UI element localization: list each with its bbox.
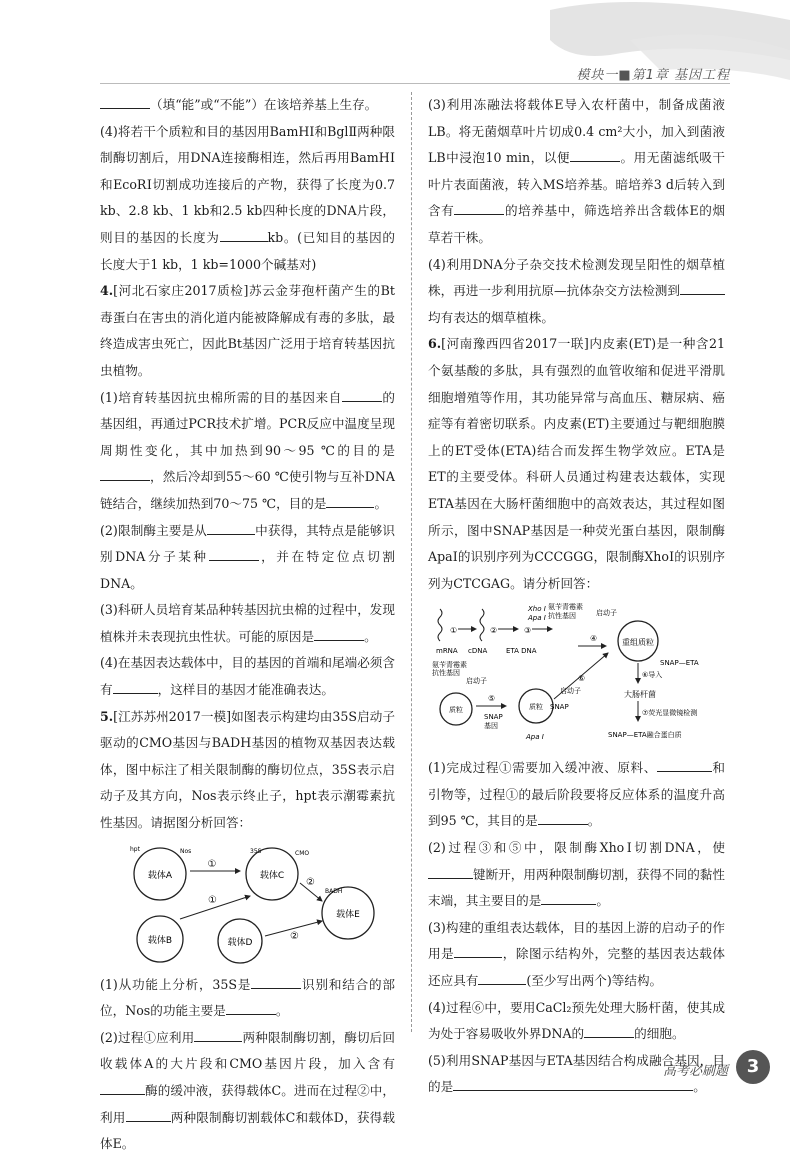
answer-blank[interactable] (680, 280, 725, 295)
vector-a-label: 载体A (147, 870, 173, 881)
cdna-label: cDNA (468, 647, 488, 656)
step-2b-label: ② (290, 930, 299, 942)
step-1-label: ① (207, 858, 217, 870)
answer-blank[interactable] (100, 466, 150, 481)
snap-eta-label: SNAP—ETA (660, 659, 699, 668)
answer-blank[interactable] (126, 1107, 171, 1122)
plasmid-label: 质粒 (449, 706, 463, 715)
step-2-label: ② (306, 876, 315, 888)
mrna-label: mRNA (436, 647, 458, 656)
footer-brand: 高考必刷题 (662, 1064, 728, 1079)
step-6-label: ⑥ (578, 674, 586, 684)
snap-right-label: SNAP (550, 703, 569, 712)
q6-4: (4)过程⑥中，要用CaCl₂预先处理大肠杆菌，使其成为处于容易吸收外界DNA的 的细胞。 (428, 999, 725, 1042)
answer-blank[interactable] (100, 94, 150, 109)
answer-blank[interactable] (220, 227, 268, 242)
answer-blank[interactable] (194, 1027, 242, 1042)
answer-blank[interactable] (453, 1076, 693, 1091)
q5-4: (4)利用DNA分子杂交技术检测发现呈阳性的烟草植株，再进一步利用抗原—抗体杂交方法检测到均有表达的烟草植株。 (428, 256, 725, 325)
q6-5: (5)利用SNAP基因与ETA基因结合构成融合基因，目的是 。 (428, 1052, 725, 1095)
left-column (100, 92, 395, 1158)
amp-label-1: 氨苄青霉素 (548, 603, 583, 612)
xho-sequence: CTCGAG (453, 575, 511, 591)
question-5: 5.[江苏苏州2017一模]如图表示构建均由35S启动子驱动的CMO基因与BADH基因的植物双基因表达载体，图中标注了相关限制酶的酶切位点，35S表示启动子及其方向，Nos表示终止子，hpt表示潮霉素抗性基因。请据图分析回答： (100, 708, 395, 831)
answer-blank[interactable] (657, 757, 712, 772)
question-4: 4.[河北石家庄2017质检]苏云金芽孢杆菌产生的Bt毒蛋白在害虫的消化道内能被降解成有毒的多肽，最终造成害虫死亡，因此Bt基因广泛用于培育转基因抗虫植物。 (100, 283, 395, 378)
page-header: 模块一■第1章 基因工程 (576, 68, 730, 83)
q4-2: (2)限制酶主要是从 中获得，其特点是能够识别DNA分子某种 ，并在特定位点切割DNA。 (100, 518, 395, 598)
badh-label: BADH (325, 887, 343, 895)
amp-left-2: 抗性基因 (432, 669, 460, 678)
step-4-label: ④ (590, 634, 598, 644)
snap-label: SNAP (484, 713, 503, 722)
answer-blank[interactable] (454, 200, 504, 215)
cmo-label: CMO (295, 849, 310, 857)
q4-4: (4)在基因表达载体中，目的基因的首端和尾端必须含有 ，这样目的基因才能准确表达。 (100, 655, 395, 698)
answer-blank[interactable] (113, 679, 158, 694)
amp-label-2: 抗性基因 (548, 612, 576, 621)
xho-top-label: Xho Ⅰ (528, 605, 546, 614)
header-rule (100, 83, 730, 84)
answer-blank[interactable] (454, 943, 502, 958)
page-number-badge: 3 (736, 1050, 770, 1084)
fluorescence-label: ⑦荧光显微镜检测 (642, 709, 698, 718)
import-label: ⑥导入 (642, 671, 663, 680)
eta-dna-label: ETA DNA (506, 647, 537, 656)
answer-blank[interactable] (100, 1080, 145, 1095)
apa-bottom-label: Apa Ⅰ (526, 733, 544, 742)
answer-blank[interactable] (326, 493, 374, 508)
q6-2: (2)过程③和⑤中，限制酶XhoⅠ切割DNA，使键断开，用两种限制酶切割，获得不同的黏性末端，其主要目的是 。 (428, 840, 725, 909)
answer-blank[interactable] (584, 1023, 634, 1038)
answer-blank[interactable] (428, 864, 473, 879)
question-6: 6.[河南豫西四省2017一联]内皮素(ET)是一种含21个氨基酸的多肽，具有强烈的血管收缩和促进平滑肌细胞增殖等作用，其功能异常与高血压、糖尿病、癌症等有着密切联系。内皮素(ET)主要通过与靶细胞膜上的ET受体(ETA)结合而发挥生物学效应。ETA是ET的主要受体。科研人员通过构建表达载体，实现ETA基因在大肠杆菌细胞中的高效表达，其过程如图所示，图中SNAP基因是一种荧光蛋白基因，限制酶ApaⅠ的识别序列为CCCGGG，限制酶XhoⅠ的识别序列为CTCGAG。请分析回答： (428, 336, 725, 591)
vector-c-label: 载体C (259, 870, 285, 881)
answer-blank[interactable] (251, 974, 301, 989)
q6-1: (1)完成过程①需要加入缓冲液、原料、 和引物等，过程①的最后阶段要将反应体系的温度升高到95 ℃，其目的是 。 (428, 755, 725, 835)
q5-2: (2)过程①应利用 两种限制酶切割，酶切后回收载体A的大片段和CMO基因片段，加入含有酶的缓冲液，获得载体C。进而在过程②中，利用 两种限制酶切割载体C和载体D，获得载体E。 (100, 1025, 395, 1158)
column-divider (411, 92, 412, 1032)
expression-vector-diagram (428, 601, 725, 749)
q6-3: (3)构建的重组表达载体，目的基因上游的启动子的作用是 ，除图示结构外，完整的基因表达载体还应具有 (至少写出两个)等结构。 (428, 919, 726, 989)
apa-top-label: Apa Ⅰ (528, 614, 546, 623)
answer-blank[interactable] (538, 810, 588, 825)
apa-sequence: CCCGGG (534, 549, 594, 565)
q4-1: (1)培育转基因抗虫棉所需的目的基因来自 的基因组，再通过PCR技术扩增。PCR反应中温度呈现周期性变化，其中加热到90～95 ℃的目的是，然后冷却到55～60 ℃使引物与互补DNA链结合，继续加热到70～75 ℃，目的是 。 (100, 385, 395, 518)
step-3-label: ③ (524, 626, 532, 636)
hpt-label: hpt (130, 845, 140, 853)
gene-label: 基因 (484, 722, 498, 731)
fusion-protein-label: SNAP—ETA融合蛋白质 (608, 731, 682, 740)
answer-blank[interactable] (570, 147, 620, 162)
answer-blank[interactable] (209, 546, 259, 561)
step-5-label: ⑤ (488, 694, 496, 704)
vector-e-label: 载体E (336, 909, 360, 920)
answer-blank[interactable] (478, 970, 526, 985)
plasmid-2-label: 质粒 (529, 703, 543, 712)
answer-blank[interactable] (342, 387, 382, 402)
step-1-label: ① (450, 626, 458, 636)
q3-4: (4)将若干个质粒和目的基因用BamHⅠ和BglⅡ两种限制酶切割后，用DNA连接酶相连，然后再用BamHⅠ和EcoRⅠ切割成功连接后的产物，获得了长度为0.7 kb、2.8 kb、1 kb和2.5 kb四种长度的DNA片段，则目的基因的长度为 kb。(已知目的基因的长度大于1 kb，1 kb=1000个碱基对) (100, 123, 396, 272)
q5-3: (3)利用冻融法将载体E导入农杆菌中，制备成菌液LB。将无菌烟草叶片切成0.4 cm²大小，加入到菌液LB中浸泡10 min，以便 。用无菌滤纸吸干叶片表面菌液，转入MS培养基。暗培养3 d后转入到含有 的培养基中，筛选培养出含载体E的烟草若干株。 (428, 97, 725, 245)
promoter-label-top: 启动子 (596, 609, 617, 618)
step-2-label: ② (490, 626, 498, 636)
nos-label: Nos (180, 847, 192, 855)
right-column (428, 92, 725, 1101)
recombinant-plasmid-label: 重组质粒 (622, 638, 654, 648)
amp-left-1: 氨苄青霉素 (432, 661, 467, 670)
vector-b-label: 载体B (147, 935, 173, 946)
answer-blank[interactable] (207, 520, 255, 535)
q5-1: (1)从功能上分析，35S是 识别和结合的部位，Nos的功能主要是 。 (100, 972, 395, 1025)
promoter-left-label: 启动子 (466, 677, 487, 686)
answer-blank[interactable] (541, 890, 596, 905)
vector-d-label: 载体D (227, 937, 253, 948)
answer-blank[interactable] (314, 626, 364, 641)
q3-tail: （填“能”或“不能”）在该培养基上生存。 (100, 92, 395, 119)
promoter-right-label: 启动子 (560, 687, 581, 696)
s35-label: 35S (250, 847, 262, 855)
step-1b-label: ① (208, 894, 217, 906)
vector-construction-diagram (100, 841, 395, 966)
answer-blank[interactable] (226, 1000, 276, 1015)
q4-3: (3)科研人员培育某品种转基因抗虫棉的过程中，发现植株并未表现抗虫性状。可能的原因是 。 (100, 602, 395, 644)
ecoli-label: 大肠杆菌 (624, 690, 656, 700)
